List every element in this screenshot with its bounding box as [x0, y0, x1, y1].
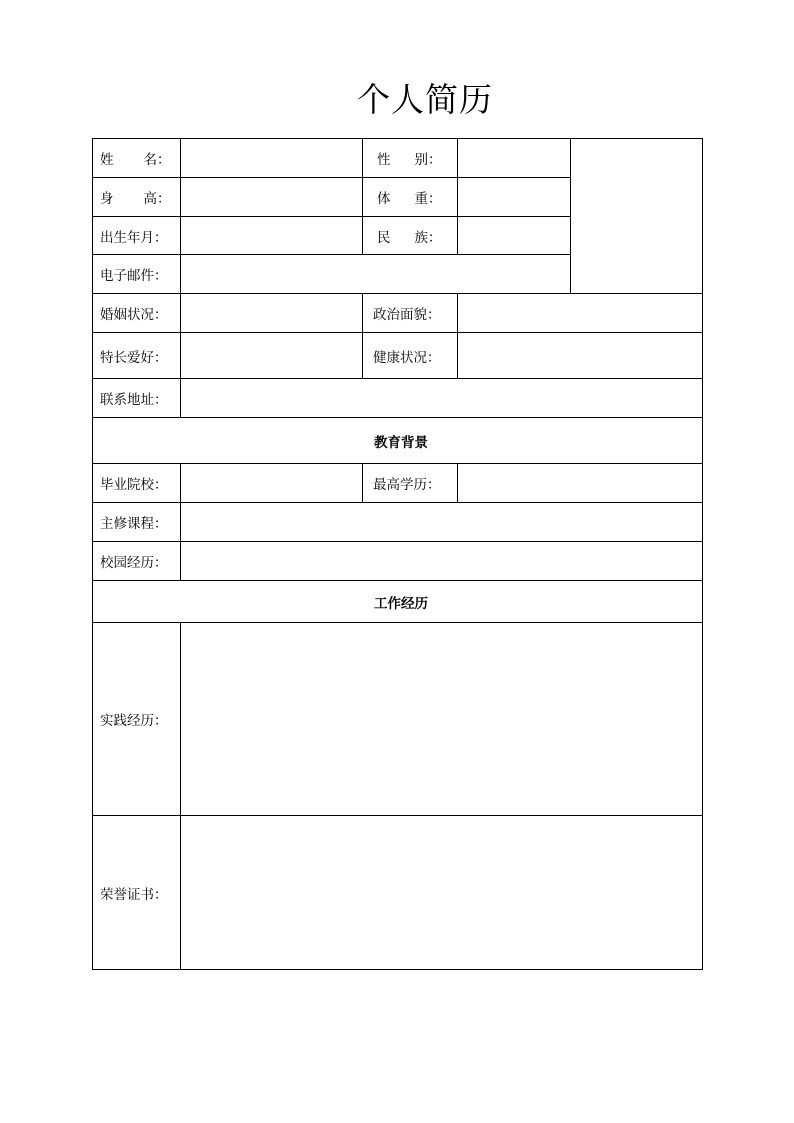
courses-field[interactable] [181, 503, 703, 542]
political-label: 政治面貌： [363, 294, 458, 333]
email-field[interactable] [181, 255, 571, 294]
address-field[interactable] [181, 379, 703, 418]
degree-field[interactable] [458, 464, 703, 503]
practice-field[interactable] [181, 623, 703, 816]
height-field[interactable] [181, 178, 363, 217]
practice-label: 实践经历： [93, 623, 181, 816]
campus-label: 校园经历： [93, 542, 181, 581]
address-label: 联系地址： [93, 379, 181, 418]
campus-field[interactable] [181, 542, 703, 581]
health-field[interactable] [458, 333, 703, 379]
marital-label: 婚姻状况： [93, 294, 181, 333]
weight-label: 体 重： [363, 178, 458, 217]
height-label: 身 高： [93, 178, 181, 217]
work-section-title: 工作经历 [93, 581, 703, 623]
hobby-field[interactable] [181, 333, 363, 379]
hobby-label: 特长爱好： [93, 333, 181, 379]
photo-placeholder[interactable] [571, 139, 703, 294]
ethnicity-field[interactable] [458, 217, 571, 255]
honors-label: 荣誉证书： [93, 816, 181, 970]
birth-label: 出生年月： [93, 217, 181, 255]
ethnicity-label: 民 族： [363, 217, 458, 255]
name-label: 姓 名： [93, 139, 181, 178]
resume-table [92, 138, 703, 970]
birth-field[interactable] [181, 217, 363, 255]
weight-field[interactable] [458, 178, 571, 217]
email-label: 电子邮件： [93, 255, 181, 294]
page-title: 个人简历 [357, 80, 493, 119]
degree-label: 最高学历： [363, 464, 458, 503]
school-field[interactable] [181, 464, 363, 503]
marital-field[interactable] [181, 294, 363, 333]
honors-field[interactable] [181, 816, 703, 970]
name-field[interactable] [181, 139, 363, 178]
gender-field[interactable] [458, 139, 571, 178]
political-field[interactable] [458, 294, 703, 333]
gender-label: 性 别： [363, 139, 458, 178]
courses-label: 主修课程： [93, 503, 181, 542]
school-label: 毕业院校： [93, 464, 181, 503]
education-section-title: 教育背景 [93, 418, 703, 464]
health-label: 健康状况： [363, 333, 458, 379]
